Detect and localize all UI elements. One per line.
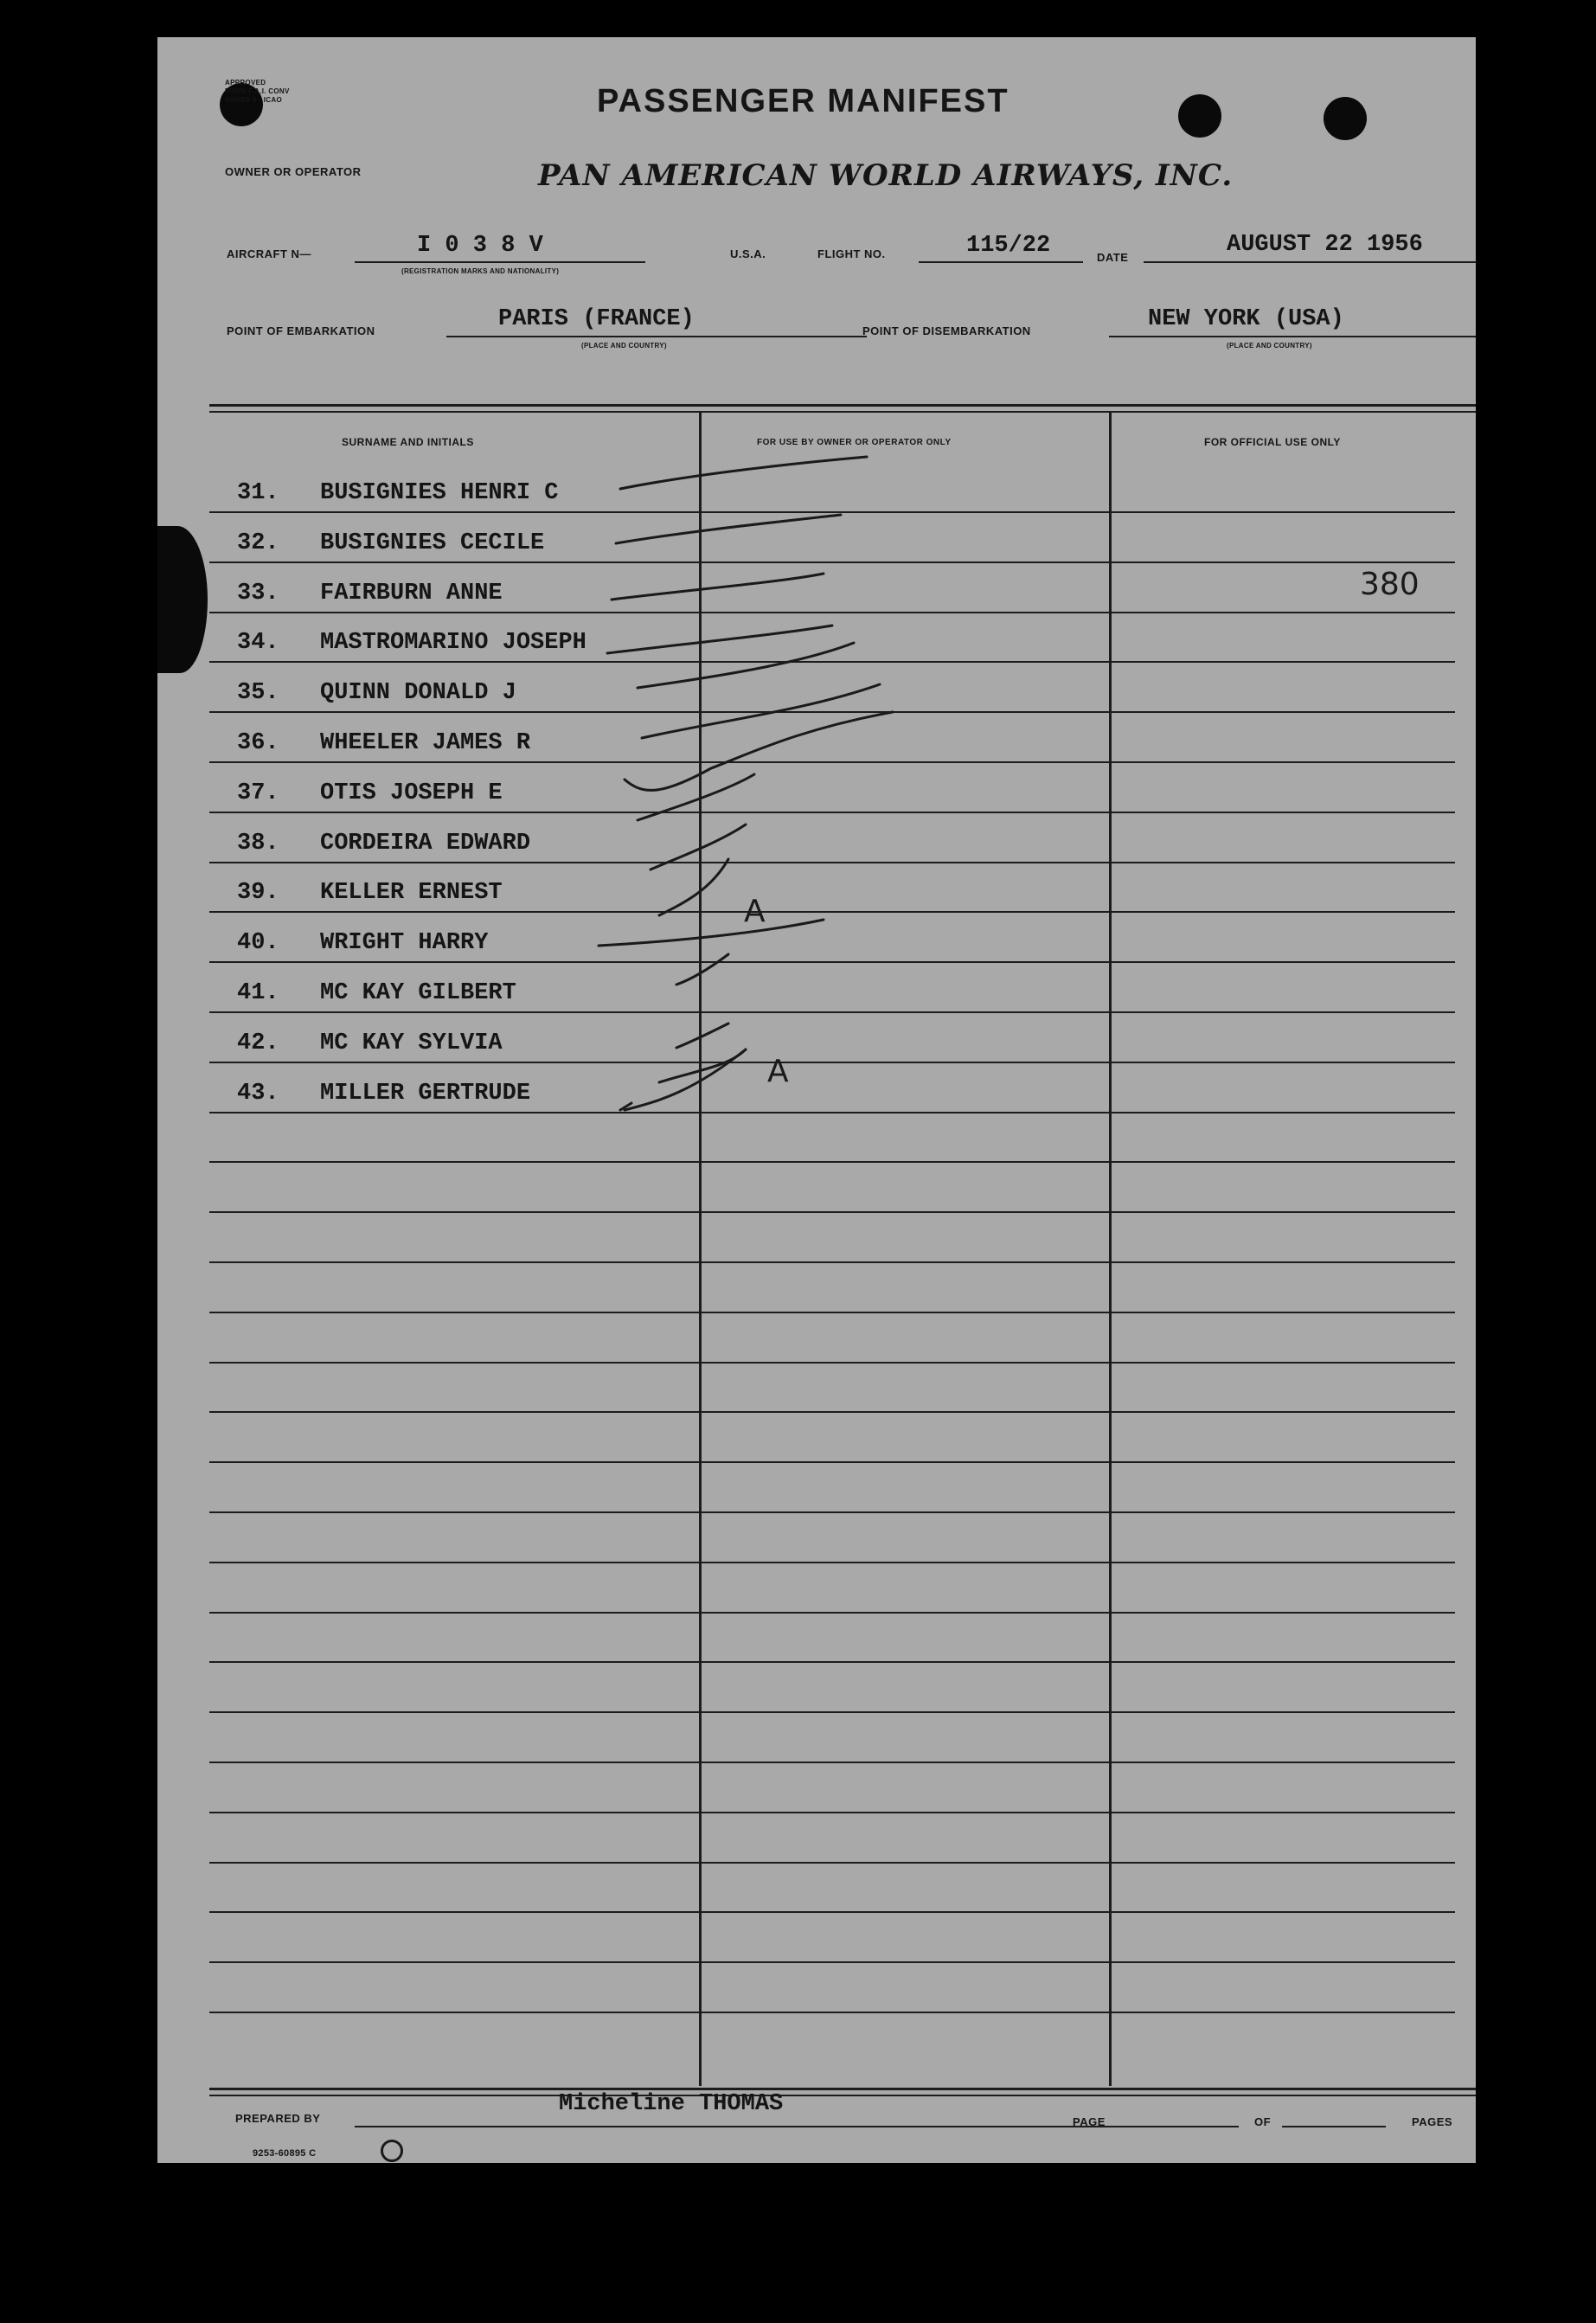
- page-label: PAGE: [1073, 2115, 1106, 2128]
- passenger-name: MC KAY SYLVIA: [320, 1030, 503, 1056]
- disembark-value: NEW YORK (USA): [1148, 306, 1344, 332]
- airline-name: PAN AMERICAN WORLD AIRWAYS, INC.: [538, 158, 1234, 193]
- passenger-name: QUINN DONALD J: [320, 680, 516, 707]
- check-mark: [642, 684, 880, 738]
- passenger-number: 40.: [237, 930, 279, 957]
- prepared-value: Micheline THOMAS: [559, 2091, 784, 2117]
- check-mark: [607, 626, 832, 653]
- check-mark: [625, 1049, 746, 1110]
- passenger-name: OTIS JOSEPH E: [320, 780, 503, 806]
- official-note: 380: [1360, 567, 1420, 602]
- row-39-mark: A: [744, 894, 766, 929]
- form-code: 9253-60895 C: [253, 2148, 317, 2159]
- prepared-label: PREPARED BY: [235, 2112, 321, 2125]
- date-label: DATE: [1097, 251, 1129, 264]
- check-mark: [612, 574, 824, 600]
- disembark-label: POINT OF DISEMBARKATION: [862, 324, 1031, 337]
- passenger-name: MASTROMARINO JOSEPH: [320, 630, 586, 657]
- check-mark: [659, 1049, 746, 1082]
- passenger-number: 38.: [237, 830, 279, 857]
- of-label: OF: [1254, 2115, 1272, 2128]
- usa-label: U.S.A.: [730, 247, 766, 260]
- passenger-number: 32.: [237, 529, 279, 556]
- passenger-number: 34.: [237, 630, 279, 657]
- manifest-sheet: [157, 37, 1476, 2163]
- check-mark: [651, 825, 746, 870]
- passenger-number: 31.: [237, 480, 279, 506]
- passenger-number: 39.: [237, 880, 279, 907]
- passenger-name: WHEELER JAMES R: [320, 730, 531, 756]
- check-mark: [620, 457, 867, 489]
- passenger-name: MC KAY GILBERT: [320, 980, 516, 1006]
- registration-caption: (REGISTRATION MARKS AND NATIONALITY): [401, 267, 560, 275]
- check-mark: [625, 712, 893, 790]
- pages-label: PAGES: [1412, 2115, 1453, 2128]
- passenger-number: 33.: [237, 580, 279, 606]
- owner-label: OWNER OR OPERATOR: [225, 165, 362, 178]
- disembark-caption: (PLACE AND COUNTRY): [1227, 342, 1312, 350]
- embark-caption: (PLACE AND COUNTRY): [581, 342, 667, 350]
- passenger-number: 36.: [237, 730, 279, 756]
- date-value: AUGUST 22 1956: [1227, 232, 1423, 258]
- embark-label: POINT OF EMBARKATION: [227, 324, 375, 337]
- check-mark: [616, 515, 841, 543]
- check-mark: [676, 1024, 728, 1048]
- passenger-name: BUSIGNIES HENRI C: [320, 480, 559, 506]
- passenger-name: FAIRBURN ANNE: [320, 580, 503, 606]
- passenger-name: KELLER ERNEST: [320, 880, 503, 907]
- passenger-number: 35.: [237, 680, 279, 707]
- union-label-icon: [381, 2140, 403, 2162]
- aircraft-value: I 0 3 8 V: [417, 233, 543, 259]
- passenger-number: 41.: [237, 980, 279, 1006]
- passenger-name: MILLER GERTRUDE: [320, 1080, 531, 1107]
- passenger-number: 42.: [237, 1030, 279, 1056]
- check-mark: [676, 954, 728, 985]
- passenger-name: WRIGHT HARRY: [320, 930, 489, 957]
- handwritten-checkmarks: [157, 37, 1476, 2163]
- passenger-name: BUSIGNIES CECILE: [320, 529, 545, 556]
- flight-label: FLIGHT NO.: [817, 247, 886, 260]
- approved-stamp: APPROVED FORM F.A.I. CONV ANNEX 9 - ICAO: [225, 79, 290, 104]
- col-official-header: FOR OFFICIAL USE ONLY: [1204, 436, 1341, 448]
- passenger-number: 43.: [237, 1080, 279, 1107]
- flight-value: 115/22: [966, 233, 1051, 259]
- check-mark: [638, 643, 854, 688]
- aircraft-label: AIRCRAFT N—: [227, 247, 311, 260]
- check-mark: [599, 920, 824, 946]
- row-42-mark: A: [767, 1054, 789, 1089]
- embark-value: PARIS (FRANCE): [498, 306, 695, 332]
- col-operator-header: FOR USE BY OWNER OR OPERATOR ONLY: [757, 438, 952, 447]
- passenger-name: CORDEIRA EDWARD: [320, 830, 531, 857]
- col-surname-header: SURNAME AND INITIALS: [342, 436, 474, 448]
- page-title: PASSENGER MANIFEST: [597, 83, 1010, 119]
- passenger-number: 37.: [237, 780, 279, 806]
- check-mark: [638, 774, 754, 820]
- check-mark: [659, 859, 728, 915]
